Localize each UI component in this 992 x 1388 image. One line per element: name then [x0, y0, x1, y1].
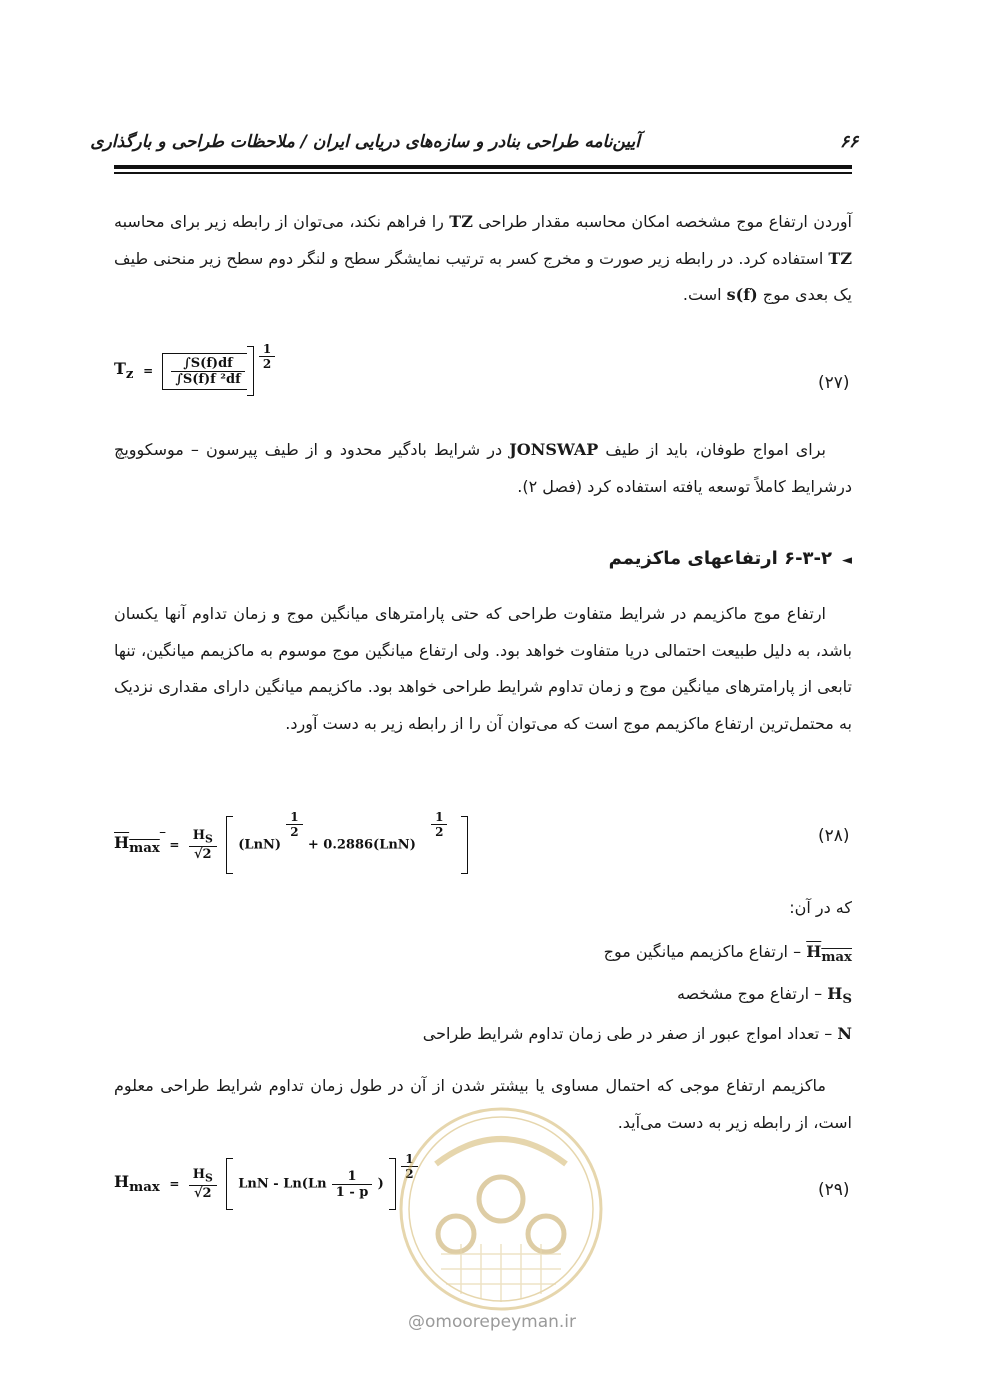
- equation-28: $H_{max}$ = $\frac{H_S}{√2}$ (LnN) $\frac{1}{2}$ + 0.2886(LnN) $\frac{1}{2}$: [114, 816, 468, 874]
- eq-lhs-sub: max: [129, 840, 160, 857]
- coef-numerator: H: [192, 1167, 205, 1183]
- symbol-sf: s(f): [726, 285, 758, 304]
- equation-27: $T_z$ = $\frac{\int S(f)df}{\text{∫S(f)f ²df}}$ $\frac{1}{2}$: [114, 346, 275, 396]
- paragraph-text: را فراهم نکند، می‌توان از رابطه زیر برای محاسبه: [114, 212, 444, 231]
- coef-sub: S: [204, 1171, 213, 1185]
- section-heading: [609, 548, 852, 569]
- definition-hmax-mean: [604, 942, 852, 965]
- eq27-numerator: ∫S(f)df: [171, 356, 244, 372]
- power-denominator: 2: [435, 825, 444, 839]
- eq27-bracket: [162, 353, 246, 390]
- coef-sub: S: [204, 832, 213, 846]
- watermark-logo-icon: [396, 1104, 606, 1314]
- eq28-power2: [431, 810, 447, 839]
- definition-n: [423, 1024, 852, 1043]
- paragraph-probability: ماکزیمم ارتفاع موجی که احتمال مساوی یا بیشتر شدن از آن در طول زمان تداوم شرایط طراحی معلوم است، از رابطه زیر به دست می‌آید.: [114, 1076, 852, 1132]
- eq29-inner-a: LnN - Ln(Ln: [238, 1176, 327, 1192]
- coef-denominator: √2: [193, 1185, 212, 1201]
- paragraph-text: آوردن ارتفاع موج مشخصه امکان محاسبه مقدار طراحی: [478, 212, 853, 231]
- eq28-power1: [286, 810, 302, 839]
- power-denominator: 2: [290, 825, 299, 839]
- eq-lhs-sub: max: [129, 1179, 160, 1196]
- eq-lhs: H: [114, 833, 130, 853]
- eq27-denominator: ∫S(f)f ²df: [175, 371, 241, 387]
- equation-number-27: (۲۷): [818, 373, 850, 393]
- symbol-tz: TZ: [449, 212, 473, 231]
- power-numerator: 1: [259, 342, 275, 357]
- def-subscript: max: [821, 949, 852, 966]
- eq28-term2: + 0.2886(LnN): [307, 837, 416, 853]
- watermark-site: @omoorepeyman.ir: [408, 1312, 577, 1332]
- term-jonswap: JONSWAP: [509, 440, 599, 459]
- eq29-coefficient: [189, 1167, 217, 1201]
- power-numerator: 1: [401, 1152, 417, 1167]
- def-symbol: N: [837, 1024, 852, 1043]
- def-subscript: S: [842, 991, 852, 1008]
- power-numerator: 1: [286, 810, 302, 825]
- eq28-bracket-right: [461, 816, 468, 874]
- paragraph-text: است.: [682, 285, 722, 304]
- eq-lhs-sub: z: [125, 366, 134, 383]
- paragraph-maximum: ارتفاع موج ماکزیمم در شرایط متفاوت طراحی که حتی پارامترهای میانگین موج و زمان تداوم آنها یکسان باشد، به دلیل طبیعت احتمالی دریا متفاوت خواهد بود. ولی ارتفاع میانگین موج موسوم به ماکزیمم میانگین، تنها تابعی از پارامترهای میانگین موج و زمان تداوم شرایط طراحی خواهد بود. ماکزیمم میانگین دارای مقداری نزدیک به محتمل‌ترین ارتفاع ماکزیمم موج است که می‌توان آن را از رابطه زیر به دست آورد.: [114, 604, 852, 733]
- watermark-url: omoorepeyman.ir: [425, 1312, 577, 1332]
- bullet-marker: ◄: [842, 553, 852, 568]
- paragraph-text: برای امواج طوفان، باید از طیف: [605, 440, 826, 459]
- eq28-bracket-left: [226, 816, 233, 874]
- eq29-inner-fraction: [332, 1169, 373, 1200]
- coef-numerator: H: [192, 828, 205, 844]
- def-symbol: H: [827, 984, 843, 1003]
- eq28-coefficient: [189, 828, 217, 862]
- equation-number-29: (۲۹): [818, 1180, 850, 1200]
- page-number: ۶۶: [840, 132, 859, 152]
- paragraph-text: در شرایط بادگیر محدود و از طیف پیرسون – موسکوویچ درشرایط کاملاً توسعه یافته استفاده کرد (فصل ۲).: [114, 440, 852, 496]
- inner-numerator: 1: [332, 1169, 373, 1185]
- eq29-bracket-left: [226, 1158, 233, 1210]
- def-symbol: H: [806, 942, 822, 961]
- coef-denominator: √2: [193, 846, 212, 862]
- eq-lhs: H: [114, 1172, 130, 1192]
- inner-denominator: 1 - p: [335, 1184, 369, 1200]
- def-text: – ارتفاع موج مشخصه: [676, 984, 823, 1003]
- definition-hs: [677, 984, 852, 1007]
- eq28-term1: (LnN): [238, 837, 282, 853]
- paragraph-text: استفاده کرد. در رابطه زیر صورت و مخرج کسر به ترتیب نمایشگر سطح و لنگر دوم سطح زیر منحنی طیف یک بعدی موج: [114, 248, 852, 304]
- header-rule-thin: [114, 172, 852, 174]
- def-text: – ارتفاع ماکزیمم میانگین موج: [603, 942, 802, 961]
- equation-number-28: (۲۸): [818, 826, 850, 846]
- def-text: – تعداد امواج عبور از صفر در طی زمان تداوم شرایط طراحی: [422, 1024, 833, 1043]
- header-rule-thick: [114, 165, 852, 169]
- power-denominator: 2: [405, 1167, 414, 1181]
- where-label: که در آن:: [789, 898, 852, 917]
- eq27-power: [259, 342, 275, 371]
- symbol-tz: TZ: [828, 248, 852, 268]
- equation-29: $H_{max}$ = $\frac{H_S}{√2}$ LnN - Ln(Ln $\frac{1}{1 - p}$ ) $\frac{1}{2}$: [114, 1158, 418, 1210]
- section-title: ۶-۳-۲ ارتفاعهای ماکزیمم: [608, 548, 832, 569]
- paragraph-jonswap: [114, 432, 852, 505]
- eq27-bracket-right: [247, 346, 254, 396]
- power-numerator: 1: [431, 810, 447, 825]
- paragraph-intro: [114, 204, 852, 314]
- running-header-title: آیین‌نامه طراحی بنادر و سازه‌های دریایی ایران / ملاحظات طراحی و بارگذاری: [90, 132, 640, 152]
- eq29-inner-b: ): [377, 1176, 384, 1192]
- power-denominator: 2: [262, 357, 272, 371]
- eq29-bracket-right: [389, 1158, 396, 1210]
- eq-lhs: T: [114, 359, 126, 379]
